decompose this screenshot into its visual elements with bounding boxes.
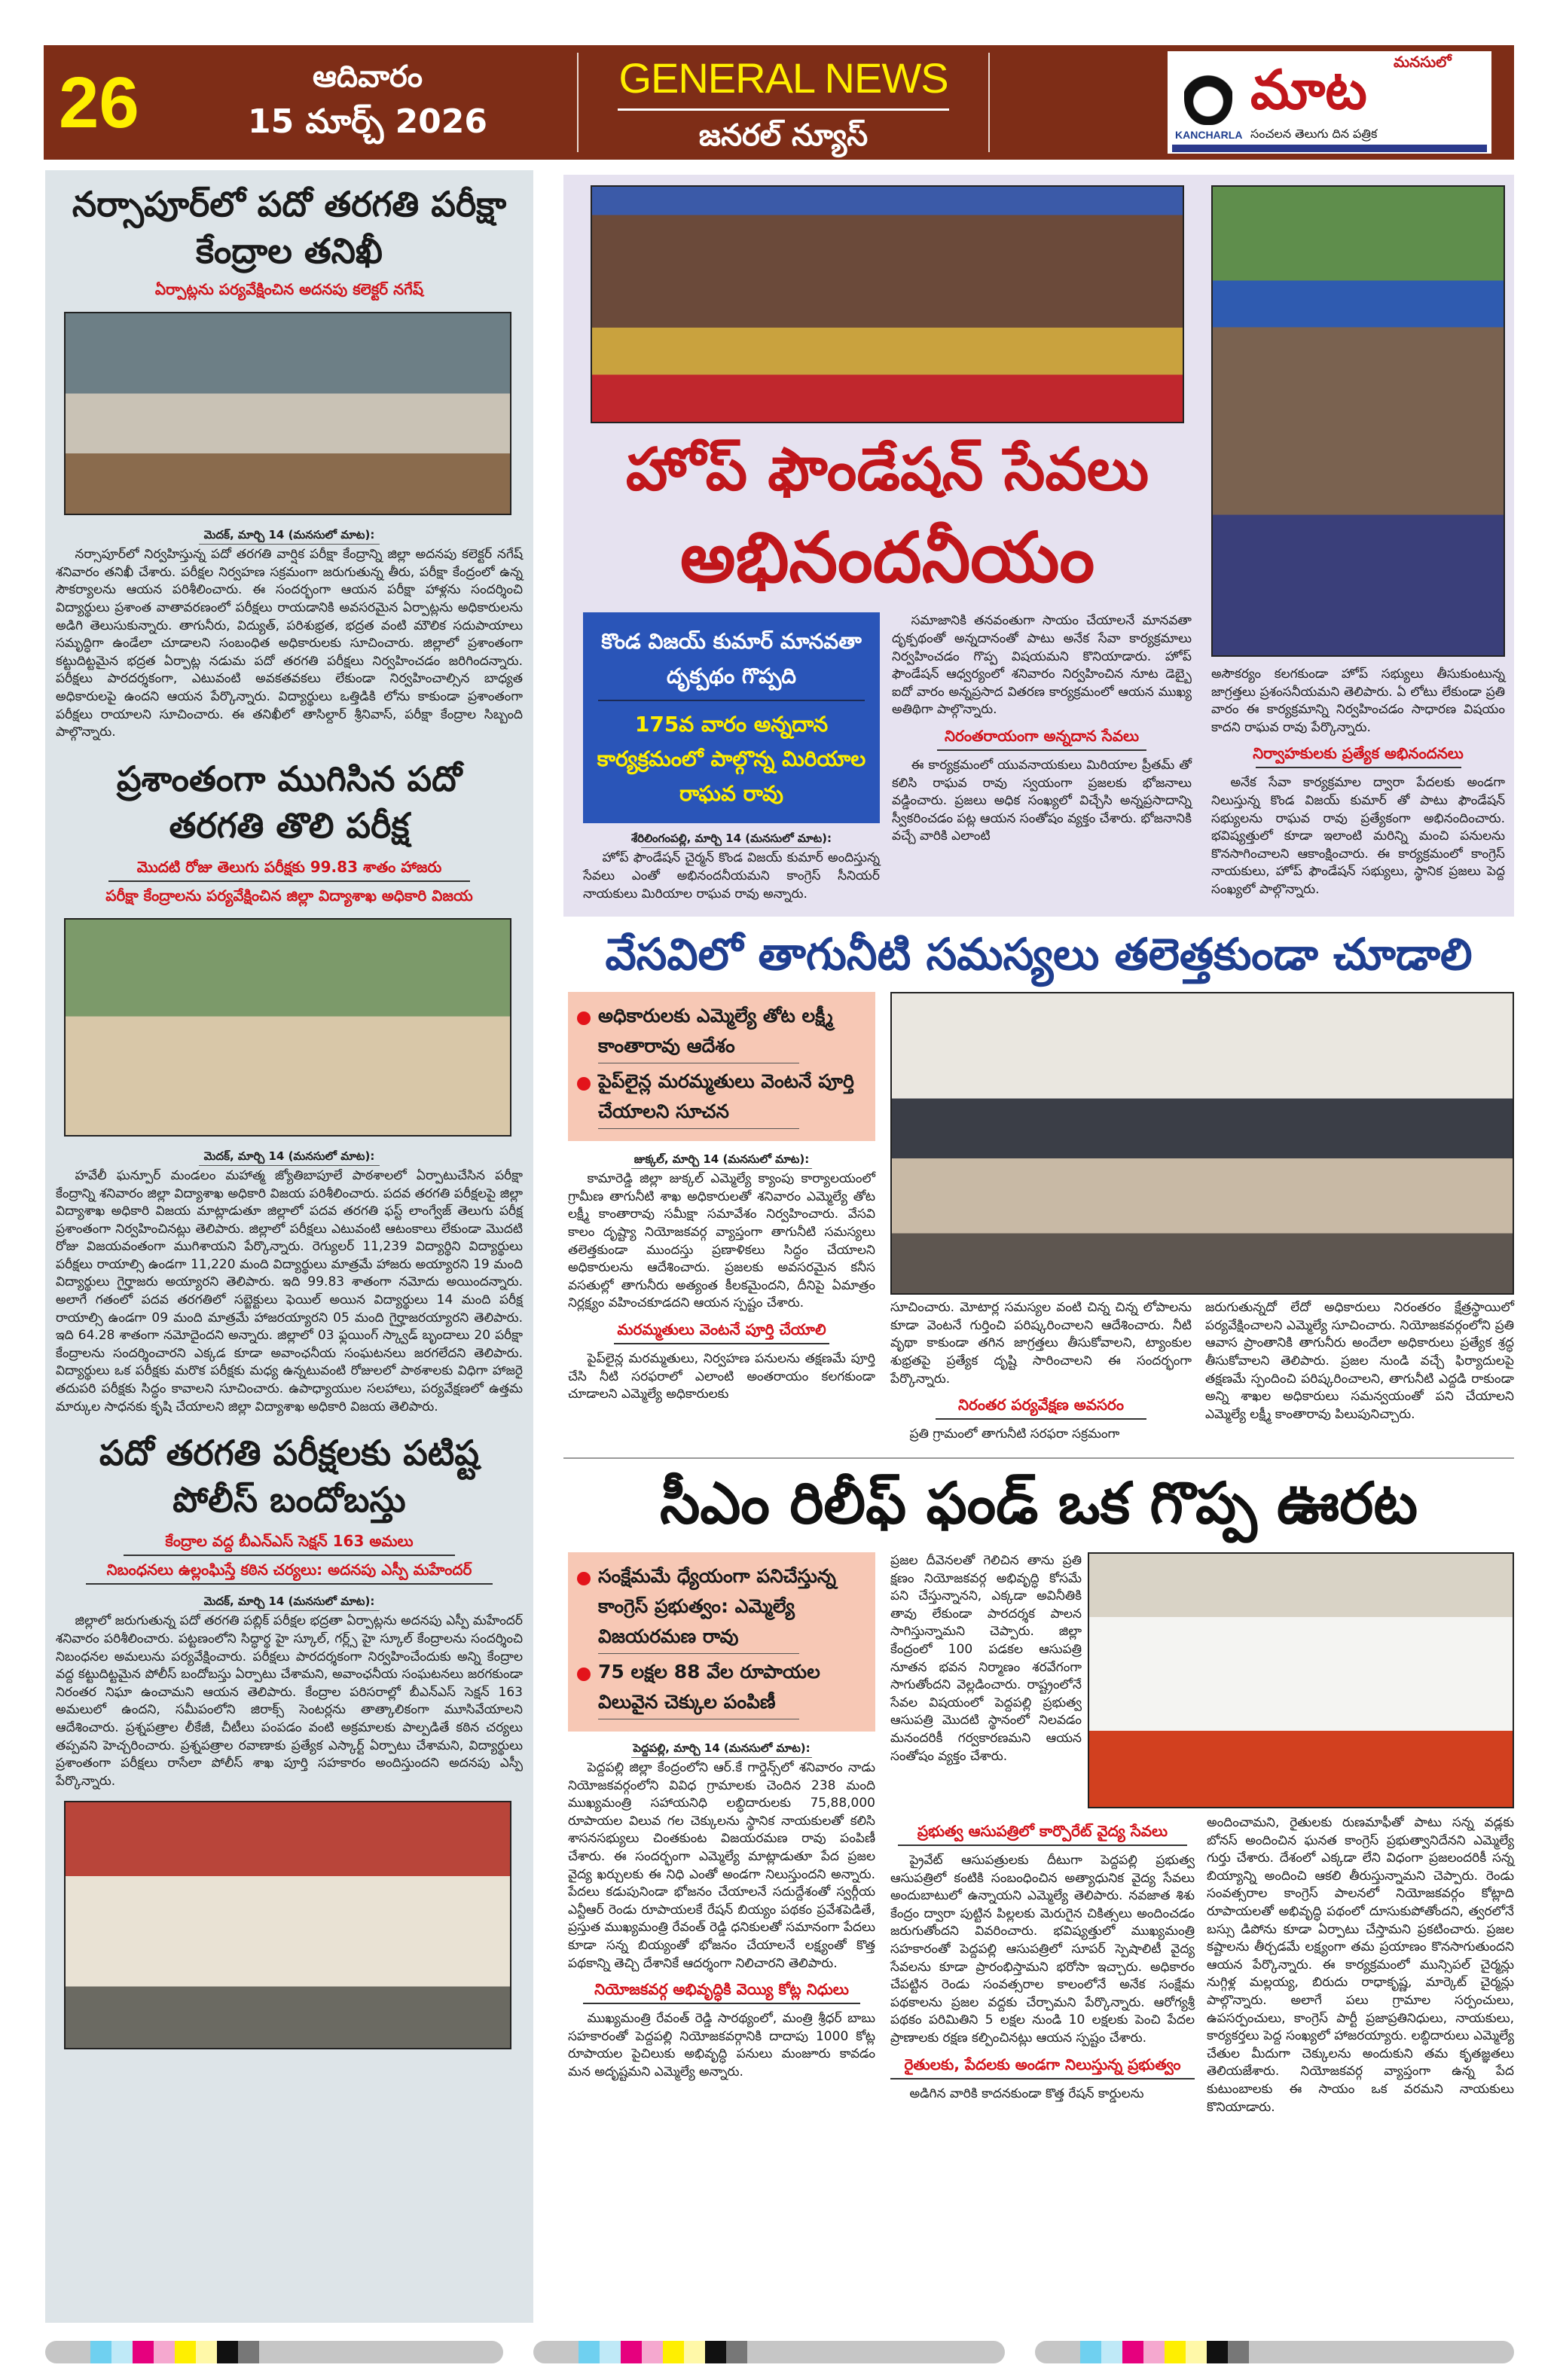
story-column [890,1814,1195,2103]
divider [631,1168,812,1169]
spacer [56,742,523,755]
dateline: మెదక్, మార్చి 14 (మనసులో మాట): [203,1149,375,1163]
story-body [56,526,523,742]
founder-portrait-icon [1184,66,1232,125]
section-title-te: జనరల్ న్యూస్ [698,118,869,153]
story-column [1205,1299,1514,1423]
story-body [56,1147,523,1416]
newspaper-logo [1168,51,1491,154]
hope-columns [583,612,1192,903]
article-text: అనేక సేవా కార్యక్రమాల ద్వారా పేదలకు అండగా నిలుస్తున్న కొండ విజయ్ కుమార్ తో పాటు ఫౌండేషన్ సభ్యులను రాఘవ రావు ప్రత్యేకంగా అభినందించారు. భవిష్యత్తులో కూడా ఇలాంటి మరిన్ని మంచి పనులను కొనసాగించాలని ఆకాంక్షించారు. ఈ కార్యక్రమంలో కాంగ్రెస్ నాయకులు, హోప్ ఫౌండేషన్ సభ్యులు, స్థానిక ప్రజలు పెద్ద సంఖ్యలో పాల్గొన్నారు. [1211,775,1505,897]
article-text: ముఖ్యమంత్రి రేవంత్ రెడ్డి సారథ్యంలో, మంత్రి శ్రీధర్ బాబు సహకారంతో పెద్దపల్లి నియోజకవర్గానికి దాదాపు 1000 కోట్ల రూపాయల పైచిలుకు అభివృద్ధి పనులు మంజూరు కావడం మన అదృష్టమని ఎమ్మెల్యే అన్నారు. [568,2011,875,2079]
dateline: శేరిలింగంపల్లి, మార్చి 14 (మనసులో మాట): [631,831,832,846]
issue-date: 15 మార్చ్ 2026 [247,102,488,141]
divider [988,53,990,152]
divider [898,1844,1187,1846]
divider [577,53,579,152]
divider [124,1555,455,1556]
cm-right-area [890,1552,1514,2116]
headline-line1: హోప్ ఫౌండేషన్ సేవలు [625,436,1149,504]
headline: ప్రశాంతంగా ముగిసిన పదో తరగతి తొలి పరీక్ష [116,758,463,846]
article-text: ప్రజల దీవెనలతో గెలిచిన తాను ప్రతి క్షణం నియోజకవర్గ అభివృద్ధి కోసమే పని చేస్తున్నానని, ఎక్కడా అవినీతికి తావు లేకుండా పారదర్శక పాలన సాగిస్తున్నామని చెప్పారు. జిల్లా కేంద్రంలో 100 పడకల ఆసుపత్రి నూతన భవన నిర్మాణం శరవేగంగా సాగుతోందని వెల్లడించారు. రాష్ట్రంలోనే సేవల విషయంలో పెద్దపల్లి ప్రభుత్వ ఆసుపత్రి మొదటి స్థానంలో నిలవడం మనందరికీ గర్వకారణమని ఆయన సంతోషం వ్యక్తం చేశారు. [890,1553,1082,1764]
story-column [890,1299,1192,1444]
weekday: ఆదివారం [312,60,423,94]
photo-exam-hall [64,312,511,515]
print-registration-bar [533,2341,1005,2363]
article-text: ఈ కార్యక్రమంలో యువనాయకులు మిరియాల ప్రీతమ్ తో కలిసి రాఘవ రావు స్వయంగా ప్రజలకు భోజనాలు వడ్డించారు. ప్రజలు అధిక సంఖ్యలో విచ్చేసి అన్నప్రసాదాన్ని స్వీకరించడం పట్ల ఆయన సంతోషం వ్యక్తం చేశారు. భోజనానికి వచ్చే వారికి ఎలాంటి [892,757,1192,844]
photo-food-distribution [591,185,1184,423]
left-column [45,170,533,2323]
article-text: నర్సాపూర్‌లో నిర్వహిస్తున్న పదో తరగతి వార్షిక పరీక్షా కేంద్రాన్ని జిల్లా అదనపు కలెక్టర్ నగేష్ శనివారం తనిఖీ చేశారు. పరీక్షల నిర్వహణ సక్రమంగా జరుగుతున్న తీరు, పరీక్షా కేంద్రంలో ఉన్న సౌకర్యాలను ఆయన పరిశీలించారు. ఈ సందర్భంగా ఆయన పరీక్షా హాళ్లను సందర్శించి విద్యార్థులు ప్రశాంత వాతావరణంలో పరీక్షలు రాయడానికి అవసరమైన ఏర్పాట్లను అధికారులను అడిగి తెలుసుకున్నారు. తాగునీరు, విద్యుత్, పరిశుభ్రత, భద్రత వంటి మౌలిక సదుపాయాలు సమృద్ధిగా ఉండేలా చూడాలని సంబంధిత అధికారులకు సూచించారు. జిల్లాలో ప్రశాంతంగా కట్టుదిట్టమైన భద్రత ఏర్పాట్ల నడుమ పదో తరగతి పరీక్షలు నిర్వహించడం జరిగిందన్నారు. పరీక్షలు పారదర్శకంగా, ఎటువంటి అవకతవకలు లేకుండా నిర్వహించాల్సిన బాధ్యత అధికారులపై ఉందని ఆయన పేర్కొన్నారు. విద్యార్థులు ఒత్తిడికి లోను కాకుండా ప్రశాంతంగా పరీక్షలు రాయాలని సూచించారు. ఈ తనిఖీలో తాసిల్దార్ శ్రీనివాస్, పరీక్షా కేంద్రాల సిబ్బంది పాల్గొన్నారు. [56,547,523,740]
headline: వేసవిలో తాగునీటి సమస్యలు తలెత్తకుండా చూడాలి [605,929,1473,981]
page-number: 26 [59,63,139,143]
photo-review-meeting [890,992,1514,1295]
water-right-area [890,992,1514,1444]
divider [937,749,1147,751]
subheadline: పరీక్షా కేంద్రాలను పర్యవేక్షించిన జిల్లా విద్యాశాఖ అధికారి విజయ [105,886,473,905]
dateline: మెదక్, మార్చి 14 (మనసులో మాట): [203,528,375,542]
article-text: అడిగిన వారికి కాదనకుండా కొత్త రేషన్ కార్డులను [909,2086,1144,2101]
subheading: నియోజకవర్గ అభివృద్ధికి వెయ్యి కోట్ల నిధులు [594,1980,849,1999]
divider [199,1610,380,1611]
section-title-en: GENERAL NEWS [618,54,948,102]
headline: సీఎం రిలీఫ్ ఫండ్ ఒక గొప్ప ఊరట [659,1469,1418,1536]
logo-title: మాట [1250,57,1367,121]
article-text: సూచించారు. మోటార్ల సమస్యల వంటి చిన్న చిన్న లోపాలను కూడా వెంటనే గుర్తించి పరిష్కరించాలని ఆదేశించారు. నీటి వృథా కాకుండా తగిన జాగ్రత్తలు తీసుకోవాలని, ట్యాంకుల శుభ్రతపై ప్రత్యేక దృష్టి సారించాలని ఈ సందర్భంగా పేర్కొన్నారు. [890,1300,1192,1387]
story-column [583,612,880,903]
cm-relief-story [563,1552,1514,2116]
subheading: ప్రభుత్వ ఆసుపత్రిలో కార్పొరేట్ వైద్య సేవలు [917,1822,1168,1840]
photo-police-officials [64,1801,511,2049]
divider [936,1418,1146,1420]
headline-line2: అభినందనీయం [679,517,1095,599]
article-text: పెద్దపల్లి జిల్లా కేంద్రంలోని ఆర్.కే గార్డెన్స్‌లో శనివారం నాడు నియోజకవర్గంలోని వివిధ గ్రామాలకు చెందిన 238 మంది ముఖ్యమంత్రి సహాయనిధి లబ్ధిదారులకు 75,88,000 రూపాయల విలువ గల చెక్కులను స్థానిక నాయకులతో కలిసి శాసనసభ్యులు చింతకుంట విజయరమణ రావు పంపిణీ చేశారు. ఈ సందర్భంగా ఎమ్మెల్యే మాట్లాడుతూ పేద ప్రజల వైద్య ఖర్చులకు ఈ నిధి ఎంతో అండగా నిలుస్తుందని అన్నారు. పేదలు కడుపునిండా భోజనం చేయాలనే సదుద్దేశంతో స్వర్గీయ ఎన్టీఆర్ రెండు రూపాయలకే రేషన్ బియ్యం పథకం ప్రవేశపెడితే, ప్రస్తుత ముఖ్యమంత్రి రేవంత్ రెడ్డి ధనికులతో సమానంగా పేదలు కూడా సన్న బియ్యంతో భోజనం చేయాలనే లక్ష్యంతో కొత్త పథకాన్ని తెచ్చి దేశానికే ఆదర్శంగా నిలిచారని తెలిపారు. [568,1760,875,1971]
divider [598,700,865,701]
bullet-point [577,1657,865,1717]
bullet-point [577,1066,865,1127]
divider [1256,767,1461,768]
divider [614,1343,829,1344]
bullet-text: అధికారులకు ఎమ్మెల్యే తోట లక్ష్మీ కాంతారావు ఆదేశం [598,1005,833,1057]
highlight-line: కొండ విజయ్ కుమార్ మానవతా దృక్పథం గొప్పది [601,629,862,689]
article-text: అసౌకర్యం కలగకుండా హోప్ సభ్యులు తీసుకుంటున్న జాగ్రత్తలు ప్రశంసనీయమని తెలిపారు. ఏ లోటు లేకుండా ప్రతి వారం ఈ కార్యక్రమాన్ని నిర్వహించడం సాధారణ విషయం కాదని రాఘవ రావు పేర్కొన్నారు. [1211,667,1505,735]
story-first-exam [56,755,523,908]
story-police-security [56,1430,523,1586]
logo-brand: KANCHARLA [1175,129,1243,141]
divider [199,1165,380,1166]
article-text: జరుగుతున్నదో లేదో అధికారులు నిరంతరం క్షేత్రస్థాయిలో పర్యవేక్షించాలని ఎమ్మెల్యే సూచించారు. నియోజకవర్గంలోని ప్రతి ఆవాస ప్రాంతానికి తాగునీరు అందేలా అధికారులు ప్రత్యేక శ్రద్ధ తీసుకోవాలని తెలిపారు. ప్రజల నుండి వచ్చే ఫిర్యాదులపై తక్షణమే స్పందించి పరిష్కరించాలని, తాగునీటి ఎద్దడి రాకుండా అన్ని శాఖల అధికారులు సమన్వయంతో పని చేయాలని ఎమ్మెల్యే లక్ష్మీ కాంతారావు పిలుపునిచ్చారు. [1205,1300,1514,1422]
subheading: నిరంతరాయంగా అన్నదాన సేవలు [944,726,1140,745]
photo-school-visit [64,918,511,1137]
logo-strip [1172,145,1487,152]
divider [618,108,949,111]
subheadline: మొదటి రోజు తెలుగు పరీక్షకు 99.83 శాతం హాజరు [136,857,442,876]
bullet-icon [577,1012,591,1025]
divider [641,847,822,848]
subheading: నిర్వాహకులకు ప్రత్యేక అభినందనలు [1253,744,1464,763]
article-text: ప్రైవేట్ ఆసుపత్రులకు దీటుగా పెద్దపల్లి ప్రభుత్వ ఆసుపత్రిలో కంటికి సంబంధించిన అత్యాధునిక వైద్య సేవలు అందుబాటులో ఉన్నాయని ఎమ్మెల్యే తెలిపారు. నవజాత శిశు కేంద్రం ద్వారా పుట్టిన పిల్లలకు మెరుగైన చికిత్సలు అందించడం జరుగుతోందని వివరించారు. భవిష్యత్తులో ముఖ్యమంత్రి సహకారంతో పెద్దపల్లి ఆసుపత్రిలో సూపర్ స్పెషాలిటీ వైద్య సేవలను కూడా ప్రారంభిస్తామని భరోసా ఇచ్చారు. అధికారం చేపట్టిన రెండు సంవత్సరాల కాలంలోనే అనేక సంక్షేమ పథకాలను ప్రజల వద్దకు చేర్చామని పేర్కొన్నారు. ఆరోగ్యశ్రీ పథకం పరిమితిని 5 లక్షల నుండి 10 లక్షలకు పెంచి పేదల ప్రాణాలకు రక్షణ కల్పించినట్లు ఆయన స్పష్టం చేశారు. [890,1853,1195,2046]
cm-columns [890,1814,1514,2116]
dateline: పెద్దపల్లి, మార్చి 14 (మనసులో మాట): [633,1741,811,1755]
subheading: మరమ్మతులు వెంటనే పూర్తి చేయాలి [617,1320,826,1338]
article-text: సమాజానికి తనవంతుగా సాయం చేయాలనే మానవతా దృక్పథంతో అన్నదానంతో పాటు అనేక సేవా కార్యక్రమాలు నిర్వహించడం గొప్ప విషయమని కొనియాడారు. హోప్ ఫౌండేషన్ ఆధ్వర్యంలో శనివారం నిర్వహించిన నూట డెబ్బై ఐదో వారం అన్నప్రసాద వితరణ కార్యక్రమంలో ఆయన ముఖ్య అతిథిగా పాల్గొన్నారు. [892,613,1192,718]
date-block [209,56,526,146]
subheading: రైతులకు, పేదలకు అండగా నిలుస్తున్న ప్రభుత్వం [904,2055,1181,2073]
divider [890,2078,1195,2079]
highlight-line: 175వ వారం అన్నదాన కార్యక్రమంలో పాల్గొన్న మిరియాల రాఘవ రావు [597,712,866,807]
logo-tagline: సంచలన తెలుగు దిన పత్రిక [1250,127,1378,141]
highlight-box [568,992,875,1141]
subheadline: నిబంధనలు ఉల్లంఘిస్తే కఠిన చర్యలు: అదనపు ఎస్పీ మహేందర్ [106,1561,472,1579]
dateline: జుక్కల్, మార్చి 14 (మనసులో మాట): [633,1152,810,1167]
story-column [1211,185,1505,903]
article-text: జిల్లాలో జరుగుతున్న పదో తరగతి పబ్లిక్ పరీక్షల భద్రతా ఏర్పాట్లను అదనపు ఎస్పీ మహేందర్ శనివారం పరిశీలించారు. పట్టణంలోని సిద్ధార్థ హై స్కూల్, గర్ల్స్ హై స్కూల్ కేంద్రాలను సందర్శించి నిబంధనల అమలును పర్యవేక్షించారు. పరీక్షలు పారదర్శకంగా నిర్వహించేందుకు అన్ని కేంద్రాల వద్ద కట్టుదిట్టమైన పోలీస్ బందోబస్తు ఏర్పాటు చేశామని, అవాంఛనీయ సంఘటనలు జరగకుండా నిరంతర నిఘా ఉంచామని ఆయన తెలిపారు. కేంద్రాల పరిసరాల్లో బీఎన్‌ఎస్ సెక్షన్ 163 అమలులో ఉందని, సమీపంలోని జిరాక్స్ సెంటర్లను తాత్కాలికంగా మూసివేయాలని ఆదేశించారు. ప్రశ్నపత్రాల లీకేజీ, చీటీలు పంపడం వంటి అక్రమాలకు పాల్పడితే కఠిన చర్యలు తప్పవని హెచ్చరించారు. ప్రశ్నపత్రాల రవాణాకు ప్రత్యేక ఎస్కార్ట్ ఏర్పాటు చేశామని, విద్యార్థులు ప్రశాంతంగా పరీక్షలు రాసేలా పోలీస్ శాఖ పూర్తి సహకారం అందిస్తుందని అదనపు ఎస్పీ పేర్కొన్నారు. [56,1613,523,1789]
subheading: నిరంతర పర్యవేక్షణ అవసరం [957,1396,1125,1414]
headline: నర్సాపూర్‌లో పదో తరగతి పరీక్షా కేంద్రాల తనిఖీ [72,184,507,272]
divider [598,1128,799,1129]
article-text: హవేలీ ఘన్పూర్ మండలం మహాత్మ జ్యోతిబాపూలే పాఠశాలలో ఏర్పాటుచేసిన పరీక్షా కేంద్రాన్ని శనివారం జిల్లా విద్యాశాఖ అధికారి విజయ పరిశీలించారు. పదవ తరగతి పరీక్షలపై జిల్లా విద్యాశాఖ అధికారి విజయ మాట్లాడుతూ జిల్లాలో పదవ తరగతి ఫస్ట్ లాంగ్వేజ్ తెలుగు పరీక్ష ప్రశాంతంగా నిర్వహించినట్లు తెలిపారు. జిల్లాలో పరీక్షలు ఎటువంటి ఆటంకాలు లేకుండా మొదటి రోజు విజయవంతంగా ముగిశాయని పేర్కొన్నారు. రెగ్యులర్ 11,239 విద్యార్థిని విద్యార్థులు పరీక్షలు రాయాల్సి ఉండగా 11,220 మంది విద్యార్థులు మాత్రమే హాజరు అయ్యారని 19 మంది విద్యార్థులు గైర్హాజరు అయ్యారని తెలిపారు. ఇది 99.83 శాతంగా నమోదు అయిందన్నారు. అలాగే గతంలో పదవ తరగతిలో సబ్జెక్టులు ఫెయిల్ అయిన విద్యార్థులు 14 మంది పరీక్ష రాయాల్సి ఉండగా 09 మంది మాత్రమే హాజరయ్యారని 05 మంది గైర్హాజరయ్యారని తెలిపారు. ఇది 64.28 శాతంగా నమోదైందని అన్నారు. జిల్లాలో 03 ఫ్లయింగ్ స్క్వాడ్ బృందాలు 20 పరీక్షా కేంద్రాలను సందర్శించారని ఎక్కడ కూడా అవాంఛనీయ సంఘటనలు జరగలేదని తెలిపారు. విద్యార్థులు ఒక పరీక్షకు మరొక పరీక్షకు మధ్య ఉన్నటువంటి రోజులలో పాఠశాలకు విధిగా హాజరై తదుపరి పరీక్షకు సిద్ధం కావాలని సూచించారు. ఉపాధ్యాయుల సలహాలు, పర్యవేక్షణలో ఉత్తమ మార్కుల సాధనకు కృషి చేయాలని జిల్లా విద్యాశాఖ అధికారి విజయ తెలిపారు. [56,1167,523,1414]
print-registration-bar [45,2341,503,2363]
highlight-box [583,612,880,823]
hope-main-area [583,185,1192,903]
right-region [563,175,1514,2116]
bullet-point [577,1001,865,1061]
story-column [1207,1814,1514,2116]
story-column [890,1552,1082,1765]
divider [598,1653,799,1654]
bullet-icon [577,1077,591,1091]
divider [108,880,470,882]
dateline: మెదక్, మార్చి 14 (మనసులో మాట): [203,1594,375,1609]
divider [86,1583,493,1585]
bullet-icon [577,1668,591,1681]
story-column [568,992,875,1404]
cm-top-row [890,1552,1514,1808]
story-column [568,1552,875,2082]
section-label [580,54,987,156]
photo-crowd-queue [1211,185,1505,657]
bullet-point [577,1561,865,1652]
article-text: హోప్ ఫౌండేషన్ చైర్మన్ కొండ విజయ్ కుమార్ అందిస్తున్న సేవలు ఎంతో అభినందనీయమని కాంగ్రెస్ సీనియర్ నాయకులు మిరియాల రాఘవ రావు అన్నారు. [583,850,880,902]
bullet-text: 75 లక్షల 88 వేల రూపాయల విలువైన చెక్కుల పంపిణీ [598,1661,820,1713]
photo-cheque-distribution [1088,1552,1514,1808]
logo-small-text: మనసులో [1394,53,1452,71]
divider [631,1757,812,1758]
bullet-icon [577,1572,591,1585]
print-registration-bar [1035,2341,1514,2363]
headline: పదో తరగతి పరీక్షలకు పటిష్ట పోలీస్ బందోబస్తు [99,1433,480,1521]
story-column [892,612,1192,846]
story-exam-inspection [56,181,523,301]
article-text: ప్రతి గ్రామంలో తాగునీటి సరఫరా సక్రమంగా [909,1426,1120,1442]
divider [199,544,380,545]
bullet-text: సంక్షేమమే ధ్యేయంగా పనిచేస్తున్న కాంగ్రెస్ ప్రభుత్వం: ఎమ్మెల్యే విజయరమణ రావు [598,1565,836,1647]
masthead [44,45,1514,160]
hope-foundation-story [563,175,1514,917]
bullet-text: పైప్‌లైన్ల మరమ్మతులు వెంటనే పూర్తి చేయాలని సూచన [598,1070,854,1123]
divider [583,2003,859,2004]
water-story [563,992,1514,1444]
article-text: అందించామని, రైతులకు రుణమాఫీతో పాటు సన్న వడ్లకు బోనస్ అందించిన ఘనత కాంగ్రెస్ ప్రభుత్వానిదేనని ఎమ్మెల్యే గుర్తు చేశారు. దేశంలో ఎక్కడా లేని విధంగా ప్రజలందరికీ సన్న బియ్యాన్ని అందించి ఆకలి తీరుస్తున్నామని చెప్పారు. రెండు సంవత్సరాల కాంగ్రెస్ పాలనలో నియోజకవర్గం కోట్లాది రూపాయలతో అభివృద్ధి పథంలో దూసుకుపోతోందని, త్వరలోనే బస్సు డిపోను కూడా ఏర్పాటు చేస్తామని ప్రకటించారు. ప్రజల కష్టాలను తీర్చడమే లక్ష్యంగా తమ ప్రయాణం కొనసాగుతుందని ఆయన పేర్కొన్నారు. ఈ కార్యక్రమంలో మున్సిపల్ చైర్మన్లు నుగ్గిళ్ల మల్లయ్య, బిరుదు రాధాకృష్ణ, మార్కెట్ చైర్మన్లు పాల్గొన్నారు. అలాగే పలు గ్రామాల సర్పంచులు, ఉపసర్పంచులు, కాంగ్రెస్ పార్టీ ప్రజాప్రతినిధులు, నాయకులు, కార్యకర్తలు పెద్ద సంఖ్యలో హాజరయ్యారు. లబ్ధిదారులు ఎమ్మెల్యే చేతుల మీదుగా చెక్కులను అందుకుని తమ కృతజ్ఞతలు తెలియజేశారు. నియోజకవర్గ వ్యాప్తంగా ఉన్న పేద కుటుంబాలకు ఈ సాయం ఒక వరమని నాయకులు కొనియాడారు. [1207,1815,1514,2115]
spacer [56,1416,523,1430]
article-text: పైప్‌లైన్ల మరమ్మతులు, నిర్వహణ పనులను తక్షణమే పూర్తి చేసి నీటి సరఫరాలో ఎలాంటి అంతరాయం కలగకుండా చూడాలని ఎమ్మెల్యే అధికారులకు [568,1351,875,1402]
subheadline: ఏర్పాట్లను పర్యవేక్షించిన అదనపు కలెక్టర్ నగేష్ [154,280,424,299]
story-body [56,1592,523,1790]
article-text: కామారెడ్డి జిల్లా జుక్కల్ ఎమ్మెల్యే క్యాంపు కార్యాలయంలో గ్రామీణ తాగునీటి శాఖ అధికారులతో శనివారం ఎమ్మెల్యే తోట లక్ష్మీ కాంతారావు సమీక్షా సమావేశం నిర్వహించారు. వేసవి కాలం దృష్ట్యా నియోజకవర్గ వ్యాప్తంగా తాగునీటి సమస్యలు తలెత్తకుండా ముందస్తు ప్రణాళికలు సిద్ధం చేయాలని అధికారులను ఆదేశించారు. ప్రజలకు అవసరమైన కనీస వసతుల్లో తాగునీరు అత్యంత కీలకమైందని, దీనిపై ఏమాత్రం నిర్లక్ష్యం వహించకూడదని ఆయన స్పష్టం చేశారు. [568,1171,875,1311]
highlight-box [568,1552,875,1732]
subheadline: కేంద్రాల వద్ద బీఎన్‌ఎస్ సెక్షన్ 163 అమలు [165,1532,414,1551]
water-columns [890,1299,1514,1444]
